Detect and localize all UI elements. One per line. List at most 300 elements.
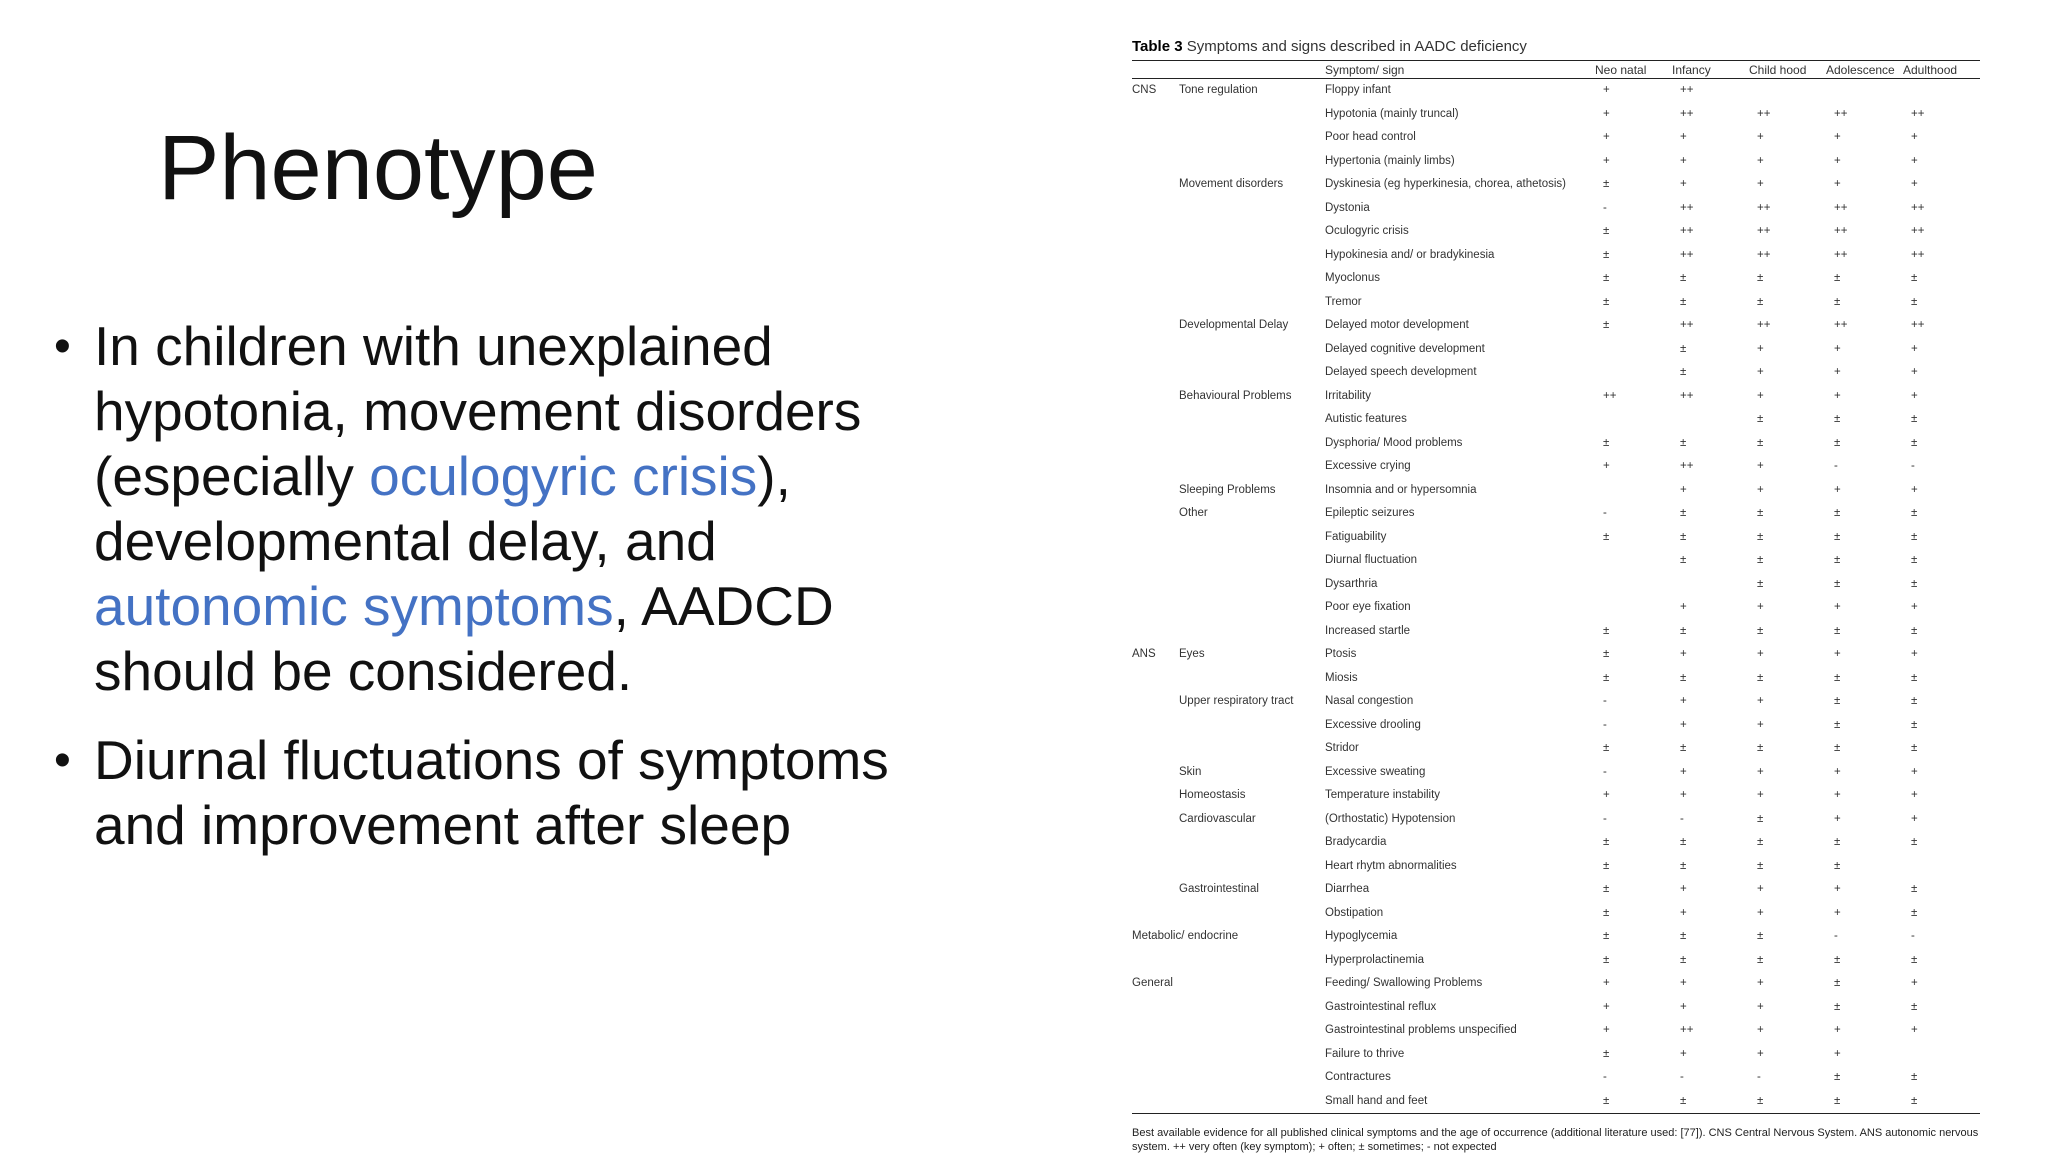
table-row: [1132, 972, 1980, 996]
table-row: [1132, 831, 1980, 855]
cell-neonatal: +: [1603, 460, 1610, 472]
cell-adolescence: -: [1834, 460, 1838, 472]
cell-infancy: +: [1680, 977, 1687, 989]
cell-adolescence: +: [1834, 789, 1841, 801]
cell-infancy: -: [1680, 812, 1684, 825]
cell-subcategory: [1179, 150, 1325, 174]
cell-subcategory: [1179, 620, 1325, 644]
cell-adolescence: +: [1834, 366, 1841, 378]
cell-system: [1132, 690, 1179, 714]
cell-adulthood: ±: [1911, 671, 1918, 684]
cell-adulthood: +: [1911, 178, 1918, 190]
cell-symptom: Epileptic seizures: [1325, 507, 1415, 519]
cell-childhood: +: [1757, 718, 1764, 731]
cell-symptom: Diarrhea: [1325, 883, 1370, 895]
cell-system: [1132, 526, 1179, 550]
table-row: [1132, 902, 1980, 926]
cell-adulthood: +: [1911, 389, 1918, 402]
cell-childhood: ++: [1757, 225, 1771, 237]
cell-system: Metabolic/ endocrine: [1132, 930, 1239, 942]
cell-adulthood: +: [1911, 1024, 1918, 1036]
table-row: [1132, 291, 1980, 315]
cell-adolescence: ±: [1834, 953, 1841, 966]
cell-system: [1132, 103, 1179, 127]
cell-neonatal: ±: [1603, 319, 1610, 331]
table-row: [1132, 314, 1980, 338]
cell-subcategory: [1179, 361, 1325, 385]
cell-system: [1132, 126, 1179, 150]
cell-infancy: +: [1680, 601, 1687, 613]
header-symptom: Symptom/ sign: [1325, 61, 1595, 79]
table-row: [1132, 79, 1980, 103]
cell-childhood: ++: [1757, 107, 1771, 120]
cell-adolescence: ±: [1834, 507, 1841, 519]
cell-subcategory: [1179, 949, 1325, 973]
cell-system: General: [1132, 977, 1173, 989]
cell-infancy: ±: [1680, 930, 1687, 942]
cell-subcategory: [1179, 526, 1325, 550]
cell-childhood: ±: [1757, 272, 1764, 284]
table-row: [1132, 855, 1980, 879]
cell-symptom: Contractures: [1325, 1071, 1391, 1083]
cell-symptom: Excessive crying: [1325, 460, 1411, 472]
cell-symptom: Hypertonia (mainly limbs): [1325, 154, 1455, 167]
cell-infancy: ±: [1680, 366, 1687, 378]
cell-system: [1132, 620, 1179, 644]
cell-adulthood: ±: [1911, 695, 1918, 707]
cell-symptom: Dysarthria: [1325, 577, 1378, 590]
cell-childhood: +: [1757, 883, 1764, 895]
cell-symptom: Delayed motor development: [1325, 319, 1469, 331]
cell-childhood: +: [1757, 460, 1764, 472]
cell-subcategory: [1179, 291, 1325, 315]
cell-neonatal: ±: [1603, 836, 1610, 848]
cell-subcategory: Developmental Delay: [1179, 319, 1289, 331]
cell-neonatal: +: [1603, 107, 1610, 120]
table-row: [1132, 220, 1980, 244]
table-row: [1132, 737, 1980, 761]
cell-infancy: ±: [1680, 295, 1687, 308]
table-row: [1132, 549, 1980, 573]
bullet-text: Diurnal fluctuations of symptoms and improvement after sleep: [94, 729, 889, 856]
cell-adolescence: ±: [1834, 272, 1841, 284]
cell-system: [1132, 667, 1179, 691]
cell-symptom: Stridor: [1325, 742, 1359, 754]
cell-system: [1132, 784, 1179, 808]
cell-system: [1132, 408, 1179, 432]
cell-neonatal: -: [1603, 201, 1607, 214]
bullet-highlight-text: oculogyric crisis: [369, 445, 758, 507]
cell-infancy: ±: [1680, 554, 1687, 566]
cell-neonatal: ±: [1603, 436, 1610, 449]
cell-subcategory: [1179, 338, 1325, 362]
cell-subcategory: Skin: [1179, 765, 1202, 778]
cell-system: [1132, 714, 1179, 738]
cell-childhood: ±: [1757, 413, 1764, 425]
cell-system: [1132, 432, 1179, 456]
cell-adulthood: [1903, 855, 1980, 879]
cell-infancy: ±: [1680, 272, 1687, 284]
cell-neonatal: [1595, 596, 1672, 620]
table-row: [1132, 620, 1980, 644]
table-row: [1132, 197, 1980, 221]
cell-symptom: Nasal congestion: [1325, 695, 1414, 707]
cell-neonatal: ±: [1603, 671, 1610, 684]
bullet-item: [52, 728, 932, 858]
cell-neonatal: ±: [1603, 272, 1610, 284]
cell-neonatal: +: [1603, 131, 1610, 143]
cell-infancy: ±: [1680, 624, 1687, 637]
cell-subcategory: [1179, 596, 1325, 620]
cell-infancy: ±: [1680, 859, 1687, 872]
table-row: [1132, 784, 1980, 808]
cell-adolescence: +: [1834, 483, 1841, 496]
table-row: [1132, 385, 1980, 409]
cell-symptom: Poor eye fixation: [1325, 601, 1411, 613]
table-row: [1132, 338, 1980, 362]
cell-childhood: +: [1757, 1047, 1764, 1060]
cell-symptom: Delayed cognitive development: [1325, 342, 1485, 355]
cell-adolescence: +: [1834, 154, 1841, 167]
cell-adolescence: +: [1834, 1047, 1841, 1060]
cell-subcategory: Movement disorders: [1179, 178, 1284, 190]
cell-adulthood: ±: [1911, 554, 1918, 566]
cell-childhood: +: [1757, 977, 1764, 989]
cell-system: [1132, 1019, 1179, 1043]
cell-system: [1132, 808, 1179, 832]
table-row: [1132, 643, 1980, 667]
cell-system: ANS: [1132, 648, 1156, 660]
cell-childhood: ±: [1757, 577, 1764, 590]
cell-infancy: [1672, 573, 1749, 597]
cell-subcategory: [1179, 737, 1325, 761]
cell-subcategory: [1179, 549, 1325, 573]
cell-adolescence: ±: [1834, 413, 1841, 425]
cell-adolescence: ++: [1834, 225, 1848, 237]
cell-system: [1132, 173, 1179, 197]
cell-symptom: Small hand and feet: [1325, 1090, 1595, 1114]
table-row: [1132, 878, 1980, 902]
cell-adulthood: +: [1911, 366, 1918, 378]
cell-neonatal: [1595, 479, 1672, 503]
cell-infancy: +: [1680, 765, 1687, 778]
table-row: [1132, 996, 1980, 1020]
cell-system: [1132, 878, 1179, 902]
table-row: [1132, 126, 1980, 150]
cell-system: [1132, 1066, 1179, 1090]
cell-neonatal: ±: [1603, 906, 1610, 919]
cell-system: [1132, 737, 1179, 761]
table-row: [1132, 1019, 1980, 1043]
cell-adolescence: +: [1834, 883, 1841, 895]
cell-childhood: ±: [1757, 436, 1764, 449]
cell-infancy: ++: [1680, 389, 1694, 402]
cell-adulthood: ++: [1911, 225, 1925, 237]
cell-symptom: Fatiguability: [1325, 530, 1387, 543]
cell-neonatal: ±: [1603, 648, 1610, 660]
cell-adolescence: +: [1834, 648, 1841, 660]
cell-childhood: +: [1757, 789, 1764, 801]
cell-adulthood: ++: [1911, 201, 1925, 214]
bullet-item: [52, 314, 932, 704]
table-footnote: Best available evidence for all published clinical symptoms and the age of occurrence (additional literature used: [77]). CNS Central Nervous System. ANS autonomic nervous system. ++ very often (key symptom); + often; ± sometimes; - not expected: [1132, 1127, 1979, 1153]
cell-adulthood: +: [1911, 812, 1918, 825]
cell-adolescence: ±: [1834, 554, 1841, 566]
bullet-dot-icon: •: [54, 734, 71, 787]
cell-neonatal: ++: [1603, 389, 1617, 402]
cell-adulthood: -: [1911, 930, 1915, 942]
table-caption-text: Symptoms and signs described in AADC deficiency: [1186, 38, 1527, 55]
bullet-text: ), developmental delay, and: [94, 445, 791, 572]
cell-adulthood: ±: [1911, 1000, 1918, 1013]
cell-infancy: ++: [1680, 107, 1694, 120]
cell-childhood: ±: [1757, 554, 1764, 566]
cell-infancy: +: [1680, 695, 1687, 707]
cell-neonatal: ±: [1603, 295, 1610, 308]
cell-subcategory: [1179, 220, 1325, 244]
table-row: [1132, 479, 1980, 503]
table-row: [1132, 808, 1980, 832]
cell-childhood: ±: [1757, 859, 1764, 872]
cell-neonatal: [1595, 549, 1672, 573]
cell-adulthood: +: [1911, 977, 1918, 989]
cell-adolescence: +: [1834, 906, 1841, 919]
cell-adolescence: -: [1834, 930, 1838, 942]
symptoms-table: [1132, 60, 1980, 1114]
cell-infancy: ±: [1680, 671, 1687, 684]
cell-system: [1132, 197, 1179, 221]
cell-adolescence: ±: [1826, 1090, 1903, 1114]
cell-symptom: Floppy infant: [1325, 84, 1391, 96]
cell-system: [1132, 596, 1179, 620]
cell-symptom: Poor head control: [1325, 131, 1416, 143]
cell-subcategory: [1179, 455, 1325, 479]
cell-subcategory: Behavioural Problems: [1179, 389, 1292, 402]
cell-adulthood: ±: [1911, 883, 1918, 895]
cell-subcategory: [1179, 667, 1325, 691]
cell-adulthood: ±: [1911, 718, 1918, 731]
cell-childhood: ±: [1757, 530, 1764, 543]
table-row: [1132, 949, 1980, 973]
cell-symptom: Tremor: [1325, 295, 1362, 308]
cell-adulthood: ++: [1911, 107, 1925, 120]
cell-adulthood: ±: [1911, 530, 1918, 543]
cell-neonatal: ±: [1603, 624, 1610, 637]
cell-neonatal: ±: [1603, 1047, 1610, 1060]
cell-childhood: ++: [1757, 248, 1771, 261]
cell-symptom: Bradycardia: [1325, 836, 1387, 848]
cell-adolescence: ±: [1834, 671, 1841, 684]
cell-system: CNS: [1132, 84, 1157, 96]
cell-infancy: [1672, 408, 1749, 432]
cell-adulthood: -: [1911, 460, 1915, 472]
cell-neonatal: ±: [1595, 1090, 1672, 1114]
cell-neonatal: +: [1603, 154, 1610, 167]
cell-subcategory: [1179, 855, 1325, 879]
cell-childhood: +: [1757, 601, 1764, 613]
cell-system: [1132, 455, 1179, 479]
cell-childhood: ±: [1757, 930, 1764, 942]
cell-infancy: +: [1680, 1000, 1687, 1013]
cell-adolescence: ++: [1834, 319, 1848, 331]
cell-neonatal: ±: [1603, 178, 1610, 190]
cell-childhood: -: [1757, 1071, 1761, 1083]
cell-adolescence: +: [1834, 389, 1841, 402]
cell-system: [1132, 385, 1179, 409]
cell-childhood: ±: [1757, 742, 1764, 754]
cell-childhood: [1749, 79, 1826, 103]
cell-infancy: ++: [1680, 1024, 1694, 1036]
header-infancy: Infancy: [1672, 61, 1749, 79]
cell-symptom: Hyperprolactinemia: [1325, 953, 1425, 966]
cell-childhood: ±: [1757, 836, 1764, 848]
cell-subcategory: [1179, 1043, 1325, 1067]
cell-subcategory: Gastrointestinal: [1179, 883, 1259, 895]
cell-system: [1132, 479, 1179, 503]
cell-infancy: +: [1680, 906, 1687, 919]
cell-adulthood: +: [1911, 342, 1918, 355]
table-row: [1132, 1043, 1980, 1067]
cell-neonatal: -: [1603, 765, 1607, 778]
cell-subcategory: [1179, 1090, 1325, 1114]
cell-adulthood: ±: [1911, 436, 1918, 449]
table-row: [1132, 173, 1980, 197]
cell-adolescence: +: [1834, 178, 1841, 190]
cell-childhood: +: [1757, 1000, 1764, 1013]
cell-neonatal: +: [1603, 789, 1610, 801]
cell-adolescence: +: [1834, 765, 1841, 778]
cell-system: [1132, 267, 1179, 291]
cell-subcategory: [1179, 103, 1325, 127]
table-body: [1132, 79, 1980, 1114]
cell-adolescence: ±: [1834, 718, 1841, 731]
cell-system: [1132, 573, 1179, 597]
cell-childhood: +: [1757, 366, 1764, 378]
cell-system: [1132, 996, 1179, 1020]
cell-childhood: ±: [1757, 812, 1764, 825]
cell-neonatal: ±: [1603, 225, 1610, 237]
table-row: [1132, 502, 1980, 526]
table-row: [1132, 667, 1980, 691]
cell-infancy: +: [1680, 883, 1687, 895]
cell-symptom: Hypotonia (mainly truncal): [1325, 107, 1459, 120]
cell-system: [1132, 902, 1179, 926]
table-row: [1132, 761, 1980, 785]
cell-symptom: Dystonia: [1325, 201, 1370, 214]
cell-adolescence: +: [1834, 1024, 1841, 1036]
cell-neonatal: ±: [1603, 930, 1610, 942]
cell-system: [1132, 244, 1179, 268]
cell-adolescence: ±: [1834, 1071, 1841, 1083]
table-row: [1132, 432, 1980, 456]
cell-adolescence: +: [1834, 131, 1841, 143]
cell-symptom: Gastrointestinal problems unspecified: [1325, 1024, 1517, 1036]
cell-neonatal: [1595, 361, 1672, 385]
cell-infancy: ++: [1680, 84, 1694, 96]
cell-symptom: Myoclonus: [1325, 272, 1380, 284]
cell-neonatal: -: [1603, 507, 1607, 519]
cell-neonatal: -: [1603, 1071, 1607, 1083]
cell-infancy: +: [1680, 1047, 1687, 1060]
cell-system: [1132, 361, 1179, 385]
cell-symptom: Delayed speech development: [1325, 366, 1477, 378]
cell-adolescence: ±: [1834, 436, 1841, 449]
cell-adolescence: ±: [1834, 624, 1841, 637]
cell-adulthood: [1903, 1043, 1980, 1067]
cell-infancy: ±: [1680, 507, 1687, 519]
cell-subcategory: [1179, 244, 1325, 268]
cell-subcategory: Other: [1179, 507, 1208, 519]
slide-title: Phenotype: [158, 117, 598, 219]
cell-adulthood: ±: [1911, 272, 1918, 284]
bullet-highlight-text: autonomic symptoms: [94, 575, 614, 637]
cell-system: [1132, 1043, 1179, 1067]
cell-infancy: ++: [1680, 225, 1694, 237]
header-system: [1132, 61, 1179, 79]
cell-symptom: Oculogyric crisis: [1325, 225, 1409, 237]
cell-adulthood: ±: [1911, 1071, 1918, 1083]
cell-symptom: Excessive drooling: [1325, 718, 1421, 731]
cell-infancy: +: [1680, 648, 1687, 660]
cell-adolescence: ±: [1834, 1000, 1841, 1013]
cell-symptom: Dysphoria/ Mood problems: [1325, 436, 1463, 449]
cell-subcategory: [1179, 197, 1325, 221]
cell-adulthood: ±: [1911, 953, 1918, 966]
cell-adolescence: ++: [1834, 107, 1848, 120]
cell-infancy: ++: [1680, 460, 1694, 472]
cell-adulthood: +: [1911, 483, 1918, 496]
cell-neonatal: -: [1603, 718, 1607, 731]
cell-childhood: +: [1757, 906, 1764, 919]
cell-adolescence: ±: [1834, 695, 1841, 707]
cell-system: [1132, 338, 1179, 362]
bullet-text: In children with unexplained hypotonia, movement disorders (especially: [94, 315, 862, 507]
cell-adolescence: ++: [1834, 201, 1848, 214]
cell-neonatal: ±: [1603, 883, 1610, 895]
cell-childhood: ±: [1757, 507, 1764, 519]
cell-childhood: +: [1757, 765, 1764, 778]
cell-adulthood: ±: [1911, 295, 1918, 308]
cell-childhood: +: [1757, 1024, 1764, 1036]
table-row: [1132, 408, 1980, 432]
cell-symptom: Temperature instability: [1325, 789, 1441, 801]
table-row: [1132, 690, 1980, 714]
cell-system: [1132, 291, 1179, 315]
cell-subcategory: [1179, 573, 1325, 597]
table-caption: [1132, 38, 1527, 55]
table-row: [1132, 573, 1980, 597]
cell-adulthood: ±: [1911, 836, 1918, 848]
bullet-text: , AADCD should be considered.: [94, 575, 834, 702]
cell-adulthood: ±: [1911, 413, 1918, 425]
cell-adulthood: +: [1911, 601, 1918, 613]
table-row: [1132, 925, 1980, 949]
table-row: [1132, 150, 1980, 174]
cell-symptom: Autistic features: [1325, 413, 1407, 425]
cell-infancy: ±: [1680, 436, 1687, 449]
cell-system: [1132, 150, 1179, 174]
cell-childhood: +: [1757, 342, 1764, 355]
cell-adulthood: +: [1911, 789, 1918, 801]
cell-childhood: ±: [1749, 1090, 1826, 1114]
table-row: [1132, 267, 1980, 291]
table-row: [1132, 714, 1980, 738]
cell-adulthood: +: [1911, 154, 1918, 167]
cell-childhood: ±: [1757, 624, 1764, 637]
cell-childhood: ±: [1757, 295, 1764, 308]
cell-infancy: ±: [1680, 953, 1687, 966]
table-row: [1132, 361, 1980, 385]
